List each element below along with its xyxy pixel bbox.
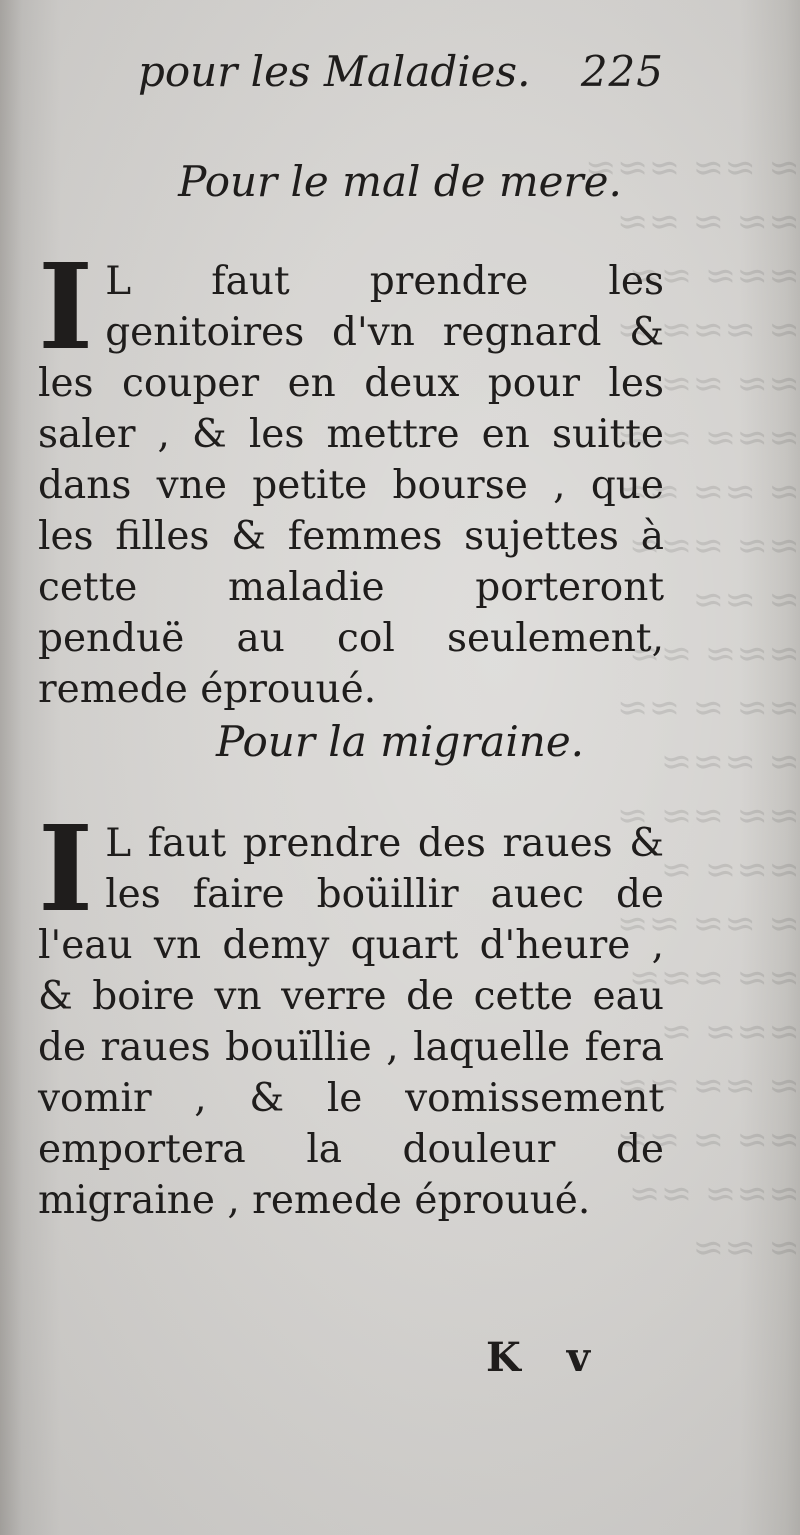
page-number: 225 [580,47,664,96]
bleed-through-shadow: ≈ ≈≈ ≈≈≈ ≈≈ ≈ ≈≈ ≈≈≈ ≈≈ ≈ ≈≈≈ ≈ ≈≈ ≈≈ ≈≈≈ ≈ ≈ ≈ ≈≈ ≈≈ ≈≈ ≈≈≈ ≈ ≈≈ ≈≈≈ ≈≈ ≈≈ ≈ ≈≈ ≈ ≈≈≈ ≈≈ ≈≈ ≈ ≈≈≈ ≈ ≈ ≈≈ ≈≈ ≈≈ ≈≈≈ ≈≈≈ ≈ ≈ ≈≈ ≈≈ ≈≈ ≈ ≈≈ ≈≈≈ ≈≈ ≈ ≈≈ [584,145,800,1269]
section-body: L faut prendre des raues & les faire boüillir auec de l'eau vn demy quart d'heure , & boire vn verre de cette eau de raues bouïllie , laquelle fera vomir , & le vomissement emportera la douleur de migraine , remede éprouué. [38,821,664,1223]
section-heading-migraine: Pour la migraine. [215,717,585,766]
drop-cap: I [38,799,94,938]
gathering-signature: K v [486,1334,606,1381]
section-body: L faut prendre les genitoires d'vn regnard & les couper en deux pour les saler , & les mettre en suitte dans vne petite bourse , que les filles & femmes sujettes à cette maladie porteront penduë au col seulement, remede éprouué. [38,259,664,712]
section-migraine [38,799,664,1226]
running-title: pour les Maladies. [138,47,531,96]
section-heading-mal-de-mere: Pour le mal de mere. [178,157,622,206]
drop-cap: I [38,237,94,376]
running-header [138,42,668,102]
section-mal-de-mere [38,237,664,715]
